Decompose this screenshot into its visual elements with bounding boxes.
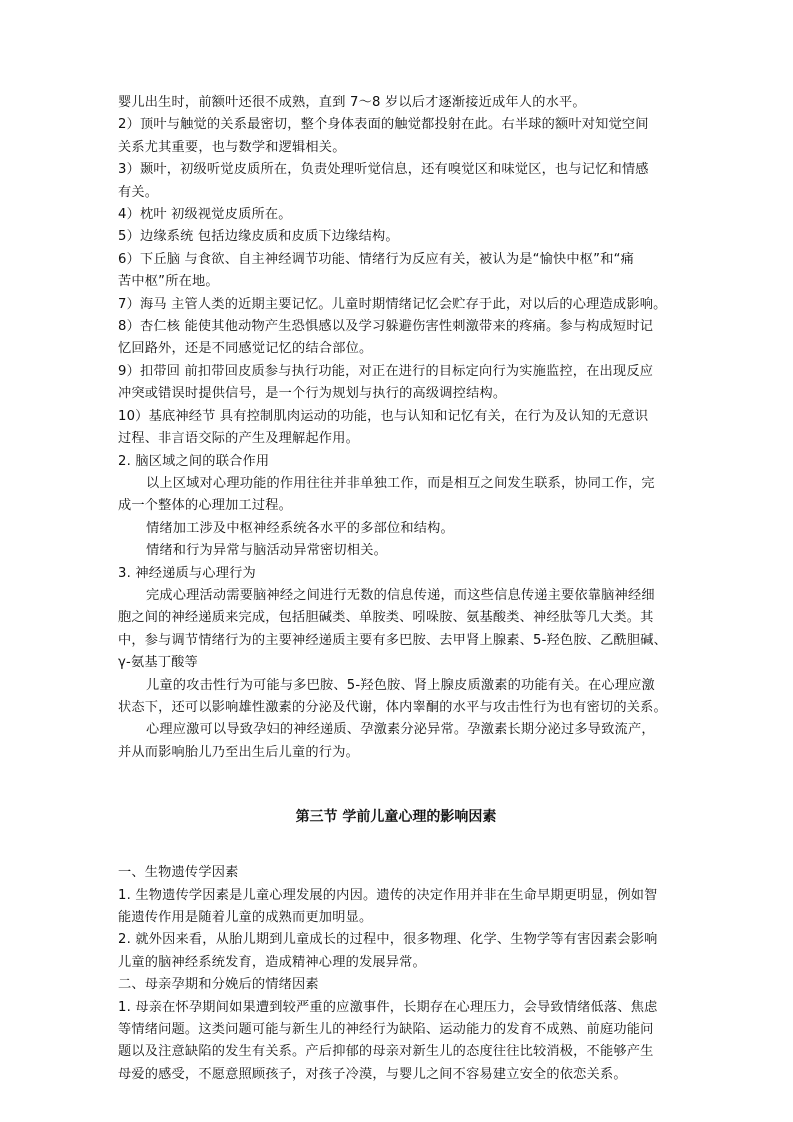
text-line: 4）枕叶 初级视觉皮质所在。: [118, 207, 292, 223]
text-line: 6）下丘脑 与食欲、自主神经调节功能、情绪行为反应有关，被认为是“愉快中枢”和“痛: [118, 251, 635, 267]
text-line: 3）颞叶，初级听觉皮质所在，负责处理听觉信息，还有嗅觉区和味觉区，也与记忆和情感: [118, 162, 649, 178]
subheading: 一、生物遗传学因素: [118, 865, 239, 881]
text-line: 冲突或错误时提供信号，是一个行为规划与执行的高级调控结构。: [118, 386, 507, 402]
document-page: [118, 92, 674, 1086]
paragraph-line: 成一个整体的心理加工过程。: [118, 498, 293, 514]
subheading: 3. 神经递质与心理行为: [118, 565, 256, 581]
text-line: 2. 就外因来看，从胎儿期到儿童成长的过程中，很多物理、化学、生物学等有害因素会影响: [118, 932, 658, 948]
text-line: 有关。: [118, 184, 159, 200]
paragraph-line: γ-氨基丁酸等: [118, 655, 198, 671]
text-line: 忆回路外，还是不同感觉记忆的结合部位。: [118, 341, 373, 357]
text-line: 关系尤其重要，也与数学和逻辑相关。: [118, 139, 346, 155]
paragraph-line: 情绪和行为异常与脑活动异常密切相关。: [146, 543, 387, 559]
section-title: 第三节 学前儿童心理的影响因素: [295, 809, 497, 826]
paragraph-line: 以上区域对心理功能的作用往往并非单独工作，而是相互之间发生联系，协同工作，完: [146, 475, 655, 491]
paragraph-line: 儿童的攻击性行为可能与多巴胺、5-羟色胺、肾上腺皮质激素的功能有关。在心理应激: [146, 677, 655, 693]
subheading: 2. 脑区域之间的联合作用: [118, 453, 270, 469]
text-line: 苦中枢”所在地。: [118, 274, 219, 290]
text-line: 8）杏仁核 能使其他动物产生恐惧感以及学习躲避伤害性刺激带来的疼痛。参与构成短时记: [118, 319, 654, 335]
paragraph-line: 中，参与调节情绪行为的主要神经递质主要有多巴胺、去甲肾上腺素、5-羟色胺、乙酰胆碱、: [118, 632, 668, 648]
text-line: 儿童的脑神经系统发育，造成精神心理的发展异常。: [118, 954, 426, 970]
paragraph-line: 心理应激可以导致孕妇的神经递质、孕激素分泌异常。孕激素长期分泌过多导致流产，: [146, 722, 655, 738]
text-line: 7）海马 主管人类的近期主要记忆。儿童时期情绪记忆会贮存于此，对以后的心理造成影响。: [118, 296, 667, 312]
text-line: 等情绪问题。这类问题可能与新生儿的神经行为缺陷、运动能力的发育不成熟、前庭功能问: [118, 1022, 654, 1038]
text-line: 2）顶叶与触觉的关系最密切，整个身体表面的触觉都投射在此。右半球的额叶对知觉空间: [118, 117, 649, 133]
text-line: 题以及注意缺陷的发生有关系。产后抑郁的母亲对新生儿的态度往往比较消极，不能够产生: [118, 1044, 654, 1060]
text-line: 过程、非言语交际的产生及理解起作用。: [118, 431, 359, 447]
text-line: 1. 生物遗传学因素是儿童心理发展的内因。遗传的决定作用并非在生命早期更明显，例如智: [118, 887, 658, 903]
paragraph-line: 情绪加工涉及中枢神经系统各水平的多部位和结构。: [146, 520, 454, 536]
text-line: 9）扣带回 前扣带回皮质参与执行功能，对正在进行的目标定向行为实施监控，在出现反应: [118, 363, 654, 379]
text-line: 婴儿出生时，前额叶还很不成熟，直到 7～8 岁以后才逐渐接近成年人的水平。: [118, 95, 586, 110]
paragraph-line: 状态下，还可以影响雄性激素的分泌及代谢，体内睾酮的水平与攻击性行为也有密切的关系。: [118, 699, 667, 715]
subheading: 二、母亲孕期和分娩后的情绪因素: [118, 977, 319, 993]
text-line: 1. 母亲在怀孕期间如果遭到较严重的应激事件，长期存在心理压力，会导致情绪低落、焦虑: [118, 999, 658, 1015]
text-line: 能遗传作用是随着儿童的成熟而更加明显。: [118, 910, 373, 925]
paragraph-line: 并从而影响胎儿乃至出生后儿童的行为。: [118, 744, 359, 760]
paragraph-line: 胞之间的神经递质来完成，包括胆碱类、单胺类、吲哚胺、氨基酸类、神经肽等几大类。其: [118, 610, 654, 626]
text-line: 10）基底神经节 具有控制肌肉运动的功能，也与认知和记忆有关，在行为及认知的无意识: [118, 408, 649, 424]
text-line: 母爱的感受，不愿意照顾孩子，对孩子冷漠，与婴儿之间不容易建立安全的依恋关系。: [118, 1066, 627, 1082]
paragraph-line: 完成心理活动需要脑神经之间进行无数的信息传递，而这些信息传递主要依靠脑神经细: [146, 587, 655, 603]
text-line: 5）边缘系统 包括边缘皮质和皮质下边缘结构。: [118, 229, 399, 245]
